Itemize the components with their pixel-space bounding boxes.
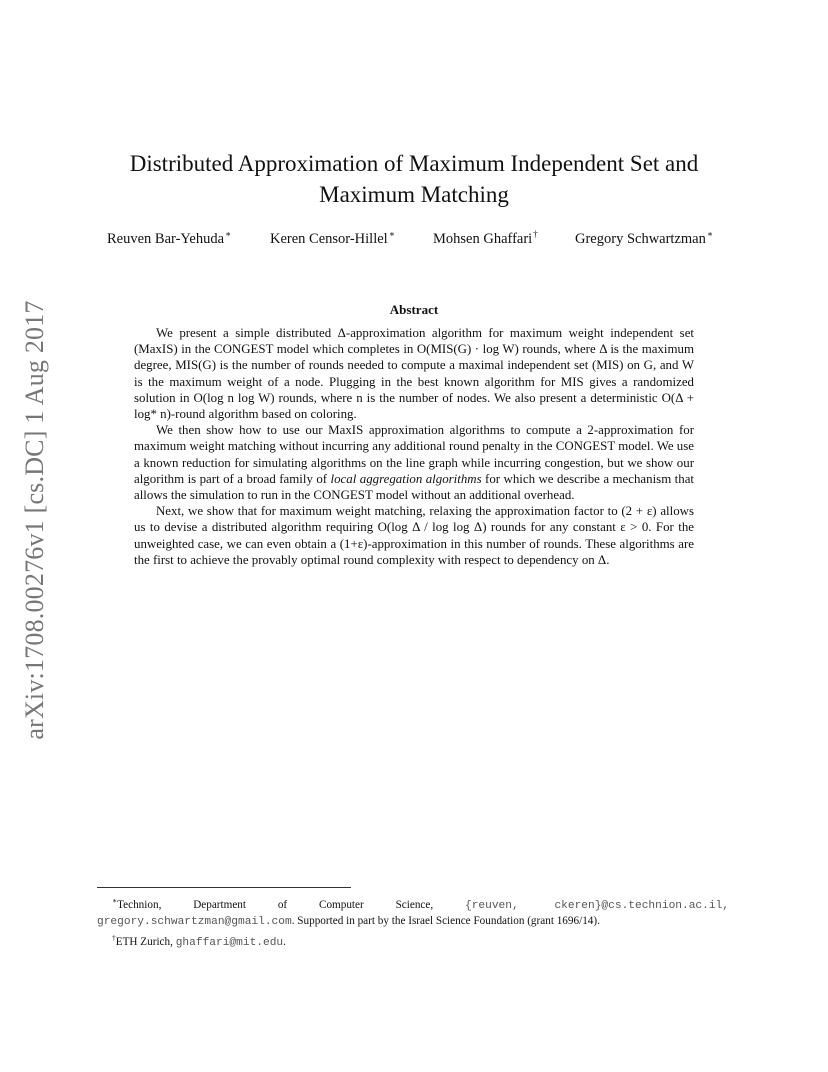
abstract-paragraph-3: Next, we show that for maximum weight matching, relaxing the approximation factor to (2 + ε) allows us to devise a distributed algorithm requiring O(log Δ / log log Δ) rounds for any constant ε > 0. For the unweighted case, we can even obtain a (1+ε)-approximation in this number of rounds. These algorithms are the first to achieve the provably optimal round complexity with respect to dependency on Δ. <box>134 504 694 567</box>
footnote-mark: ∗ <box>112 896 118 905</box>
footnotes <box>97 893 729 951</box>
author-mark: ∗ <box>388 229 395 239</box>
abstract-body <box>134 325 694 568</box>
author-name: Mohsen Ghaffari <box>433 231 533 247</box>
title-line-1: Distributed Approximation of Maximum Independent Set and <box>129 151 699 176</box>
paper-title <box>0 148 828 210</box>
footnote-1: ∗Technion, Department of Computer Science, {reuven, ckeren}@cs.technion.ac.il, gregory.schwartzman@gmail.com. Supported in part by the Israel Science Foundation (grant 1696/14). <box>97 896 729 928</box>
email-addresses: {reuven, ckeren}@cs.technion.ac.il, gregory.schwartzman@gmail.com <box>97 900 729 928</box>
email-address: ghaffari@mit.edu <box>175 937 284 949</box>
abstract-paragraph-1: We present a simple distributed Δ-approximation algorithm for maximum weight independent set (MaxIS) in the CONGEST model which completes in O(MIS(G) · log W) rounds, where Δ is the maximum degree, MIS(G) is the number of rounds needed to compute a maximal independent set (MIS) on G, and W is the maximum weight of a node. Plugging in the best known algorithm for MIS gives a randomized solution in O(log n log W) rounds, where n is the number of nodes. We also present a deterministic O(Δ + log* n)-round algorithm based on coloring. <box>134 326 694 422</box>
author-name: Reuven Bar-Yehuda <box>107 231 225 247</box>
author-list <box>107 229 737 249</box>
abstract-heading: Abstract <box>389 302 439 317</box>
author-4 <box>575 229 713 248</box>
footnote-rule <box>97 887 351 888</box>
arxiv-identifier: arXiv:1708.00276v1 [cs.DC] 1 Aug 2017 <box>20 300 49 740</box>
footnote-2: †ETH Zurich, ghaffari@mit.edu. <box>112 933 286 949</box>
author-mark: ∗ <box>706 229 713 239</box>
emphasis: local aggregation algorithms <box>330 471 482 486</box>
author-3 <box>433 229 538 248</box>
author-name: Keren Censor-Hillel <box>270 231 388 247</box>
footnote-mark: † <box>112 933 116 942</box>
author-mark: ∗ <box>225 229 232 239</box>
author-2 <box>270 229 395 248</box>
author-name: Gregory Schwartzman <box>575 231 706 247</box>
title-line-2: Maximum Matching <box>319 182 509 207</box>
abstract-paragraph-2: We then show how to use our MaxIS approximation algorithms to compute a 2-approximation for maximum weight matching without incurring any additional round penalty in the CONGEST model. We use a known reduction for simulating algorithms on the line graph while incurring congestion, but we show our algorithm is part of a broad family of local aggregation algorithms for which we describe a mechanism that allows the simulation to run in the CONGEST model without an additional overhead. <box>134 423 694 503</box>
author-1 <box>107 229 231 248</box>
author-mark: † <box>533 229 538 239</box>
